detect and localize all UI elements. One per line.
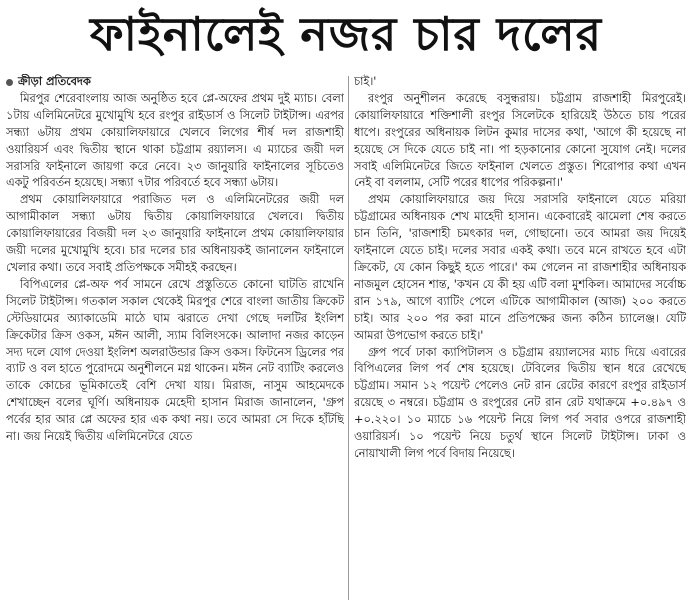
right-column	[354, 74, 686, 600]
paragraph: বিপিএলের প্লে-অফ পর্ব সামনে রেখে প্রস্তুতিতে কোনো ঘাটতি রাখেনি সিলেট টাইটান্স। গতকাল সকাল থেকেই মিরপুর শেরে বাংলা জাতীয় ক্রিকেট স্টেডিয়ামের অ্যাকাডেমি মাঠে ঘাম ঝরাতে দেখা গেছে দলটির ইংলিশ ক্রিকেটার ক্রিস ওকস, মঈন আলী, স্যাম বিলিংসকে। আলাদা নজর কাড়েন সদ্য দলে যোগ দেওয়া ইংলিশ অলরাউন্ডার ক্রিস ওকস। ফিটনেস ড্রিলের পর ব্যাট ও বল হাতে পুরোদমে অনুশীলনে মগ্ন থাকেন। মঈন নেট ব্যাটিং করলেও তাকে কোচের ভূমিকাতেই বেশি দেখা যায়। মিরাজ, নাসুম আহমেদকে শেখাচ্ছেন বলের ঘূর্ণি। অধিনায়ক মেহেদী হাসান মিরাজ জানালেন, 'গ্রুপ পর্বের হার আর প্লে অফের হার এক কথা নয়। তবে আমরা সে দিকে হাঁটছি না। জয় নিয়েই দ্বিতীয় এলিমিনেটরে যেতে	[6, 277, 344, 444]
headline: ফাইনালেই নজর চার দলের	[89, 7, 603, 61]
paragraph: গ্রুপ পর্বে ঢাকা ক্যাপিটালস ও চট্টগ্রাম রয়্যালসের ম্যাচ দিয়ে এবারের বিপিএলের লিগ পর্ব শেষ হয়েছে। টেবিলের দ্বিতীয় স্থান ধরে রেখেছে চট্টগ্রাম। সমান ১২ পয়েন্ট পেলেও নেট রান রেটের কারণে রংপুর রাইডার্স রয়েছে ৩ নম্বরে। চট্টগ্রাম ও রংপুরের নেট রান রেট যথাক্রমে +০.৪৯৭ ও +০.২২০। ১০ ম্যাচে ১৬ পয়েন্ট নিয়ে লিগ পর্ব সবার ওপরে রাজশাহী ওয়ারিয়র্স। ১০ পয়েন্ট নিয়ে চতুর্থ স্থানে সিলেট টাইটান্স। ঢাকা ও নোয়াখালী লিগ পর্বে বিদায় নিয়েছে।	[354, 345, 686, 460]
paragraph: প্রথম কোয়ালিফায়ারে জয় দিয়ে সরাসরি ফাইনালে যেতে মরিয়া চট্টগ্রামের অধিনায়ক শেখ মাহেদী হাসান। একেবারেই ঝামেলা শেষ করতে চান তিনি, 'রাজশাহী চমৎকার দল, গোছানো। তবে আমরা জয় দিয়েই ফাইনালে যেতে চাই। দলের সবার একই কথা। তবে মনে রাখতে হবে এটা ক্রিকেট, যে কোন কিছুই হতে পারে।' কম গেলেন না রাজশাহীর অধিনায়ক নাজমুল হোসেন শান্ত, 'কখন যে কী হয় এটি বলা মুশকিল। আমাদের সর্বোচ্চ রান ১৭৯, আগে ব্যাটিং পেলে এটিকে আগামীকাল (আজ) ২০০ করতে চাই। আর ২০০ পর করা মানে প্রতিপক্ষের জন্য কঠিন চ্যালেঞ্জ। যেটি আমরা উপভোগ করতে চাই।'	[354, 193, 686, 342]
column-divider	[348, 76, 349, 600]
left-column	[6, 74, 344, 600]
bullet-icon	[6, 79, 13, 86]
byline-text: ক্রীড়া প্রতিবেদক	[18, 75, 91, 88]
byline	[6, 74, 344, 91]
paragraph: চাই।'	[354, 75, 377, 88]
paragraph: রংপুর অনুশীলন করেছে বসুন্ধরায়। চট্টগ্রাম রাজশাহী মিরপুরেই। কোয়ালিফায়ারে শক্তিশালী রংপুর সিলেটকে হারিয়েই উঠতে চায় পরের ধাপে। রংপুরের অধিনায়ক লিটন কুমার দাসের কথা, 'আগে কী হয়েছে না হয়েছে সে দিকে যেতে চাই না। পা হড়কানোর কোনো সুযোগ নেই। দলের সবাই এলিমিনেটরে জিতে ফাইনাল খেলতে প্রস্তুত। শিরোপার কথা এখন নেই বা বললাম, সেটি পরের ধাপের পরিকল্পনা।'	[354, 91, 686, 190]
paragraph: প্রথম কোয়ালিফায়ারে পরাজিত দল ও এলিমিনেটরের জয়ী দল আগামীকাল সন্ধ্যা ৬টায় দ্বিতীয় কোয়ালিফায়ারে খেলবে। দ্বিতীয় কোয়ালিফায়ারের বিজয়ী দল ২৩ জানুয়ারি ফাইনালে প্রথম কোয়ালিফায়ার জয়ী দলের মুখোমুখি হবে। চার দলের চার অধিনায়কই জানালেন ফাইনালে খেলার কথা। তবে সবাই প্রতিপক্ষকে সমীহই করছেন।	[6, 193, 344, 274]
paragraph: মিরপুর শেরেবাংলায় আজ অনুষ্ঠিত হবে প্লে-অফের প্রথম দুই ম্যাচ। বেলা ১টায় এলিমিনেটরে মুখোমুখি হবে রংপুর রাইডার্স ও সিলেট টাইটান্স। এরপর সন্ধ্যা ৬টায় প্রথম কোয়ালিফায়ারে খেলবে লিগের শীর্ষ দল রাজশাহী ওয়ারিয়র্স এবং দ্বিতীয় স্থানে থাকা চট্টগ্রাম রয়্যালস। এ ম্যাচের জয়ী দল সরাসরি ফাইনালে জায়গা করে নেবে। ২৩ জানুয়ারি ফাইনালের সূচিতেও একটু পরিবর্তন হয়েছে। সন্ধ্যা ৭টার পরিবর্তে হবে সন্ধ্যা ৬টায়।	[6, 91, 344, 190]
